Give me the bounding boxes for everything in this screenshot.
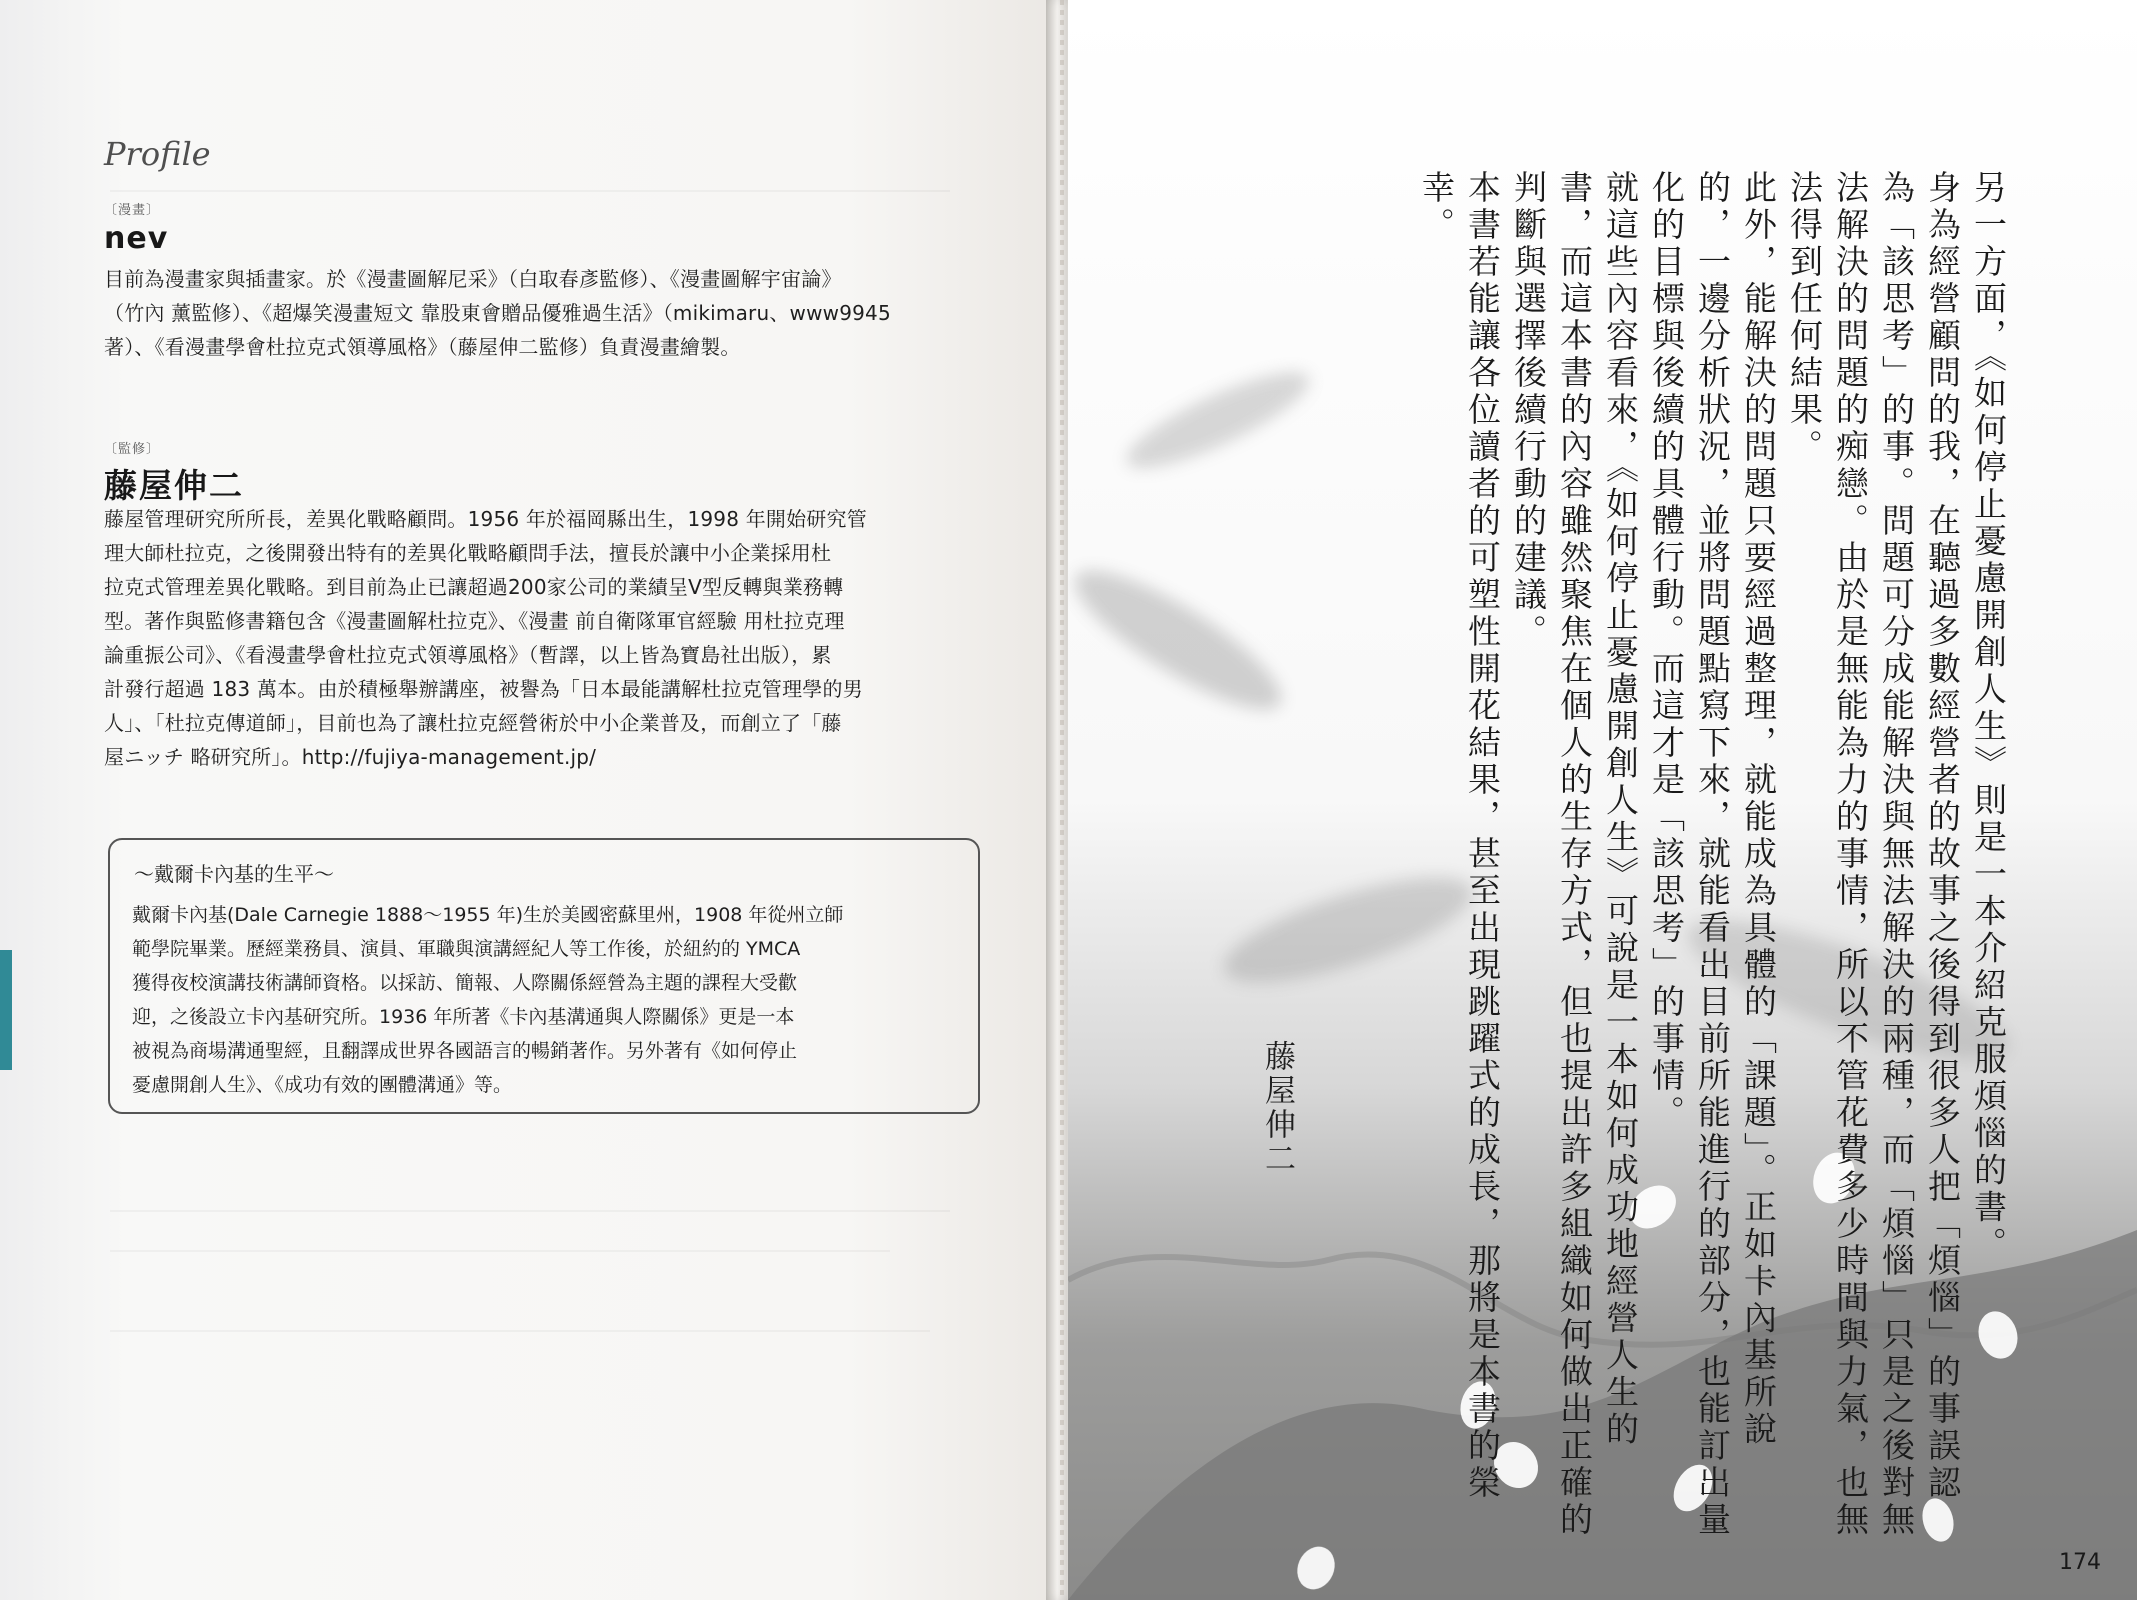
vertical-text-column: 書，而這本書的內容雖然聚焦在個人的生存方式，但也提出許多組織如何做出正確的 — [1555, 170, 1594, 1539]
vertical-text-column: 另一方面，《如何停止憂慮開創人生》則是一本介紹克服煩惱的書。 — [1969, 170, 2008, 1264]
fujiya-bio: 藤屋管理研究所所長，差異化戰略顧問。1956 年於福岡縣出生，1998 年開始研究管 理大師杜拉克，之後開發出特有的差異化戰略顧問手法，擅長於讓中小企業採用杜 拉克式管理差異化戰略。到目前為止已讓超過200家公司的業績呈V型反轉與業務轉 型。著作與監修書籍包含《漫畫圖解杜拉克》、《漫畫 前自衛隊軍官經驗 用杜拉克理 論重振公司》、《看漫畫學會杜拉克式領導風格》（暫譯，以上皆為寶島社出版），累 計發行超過 183 萬本。由於積極舉辦講座，被譽為「日本最能講解杜拉克管理學的男 人」、「杜拉克傳道師」，目前也為了讓杜拉克經營術於中小企業普及，而創立了「藤 屋ニッチ 略研究所」。http://fujiya-management.jp/ — [104, 507, 867, 769]
nev-bio: 目前為漫畫家與插畫家。於《漫畫圖解尼采》（白取春彥監修）、《漫畫圖解宇宙論》 （竹內 薰監修）、《超爆笑漫畫短文 靠股東會贈品優雅過生活》（mikimaru、www9945 著）、《看漫畫學會杜拉克式領導風格》（藤屋伸二監修）負責漫畫繪製。 — [104, 267, 891, 359]
nev-name: nev — [104, 221, 169, 256]
show-through-line — [110, 190, 950, 192]
vertical-text-column: 化的目標與後續的具體行動。而這才是「該思考」的事情。 — [1647, 170, 1686, 1132]
left-page — [0, 0, 1058, 1600]
left-page-edge-mark — [0, 950, 12, 1070]
page-number: 174 — [2059, 1550, 2101, 1575]
vertical-text-column: 判斷與選擇後續行動的建議。 — [1509, 170, 1548, 651]
vertical-text-column: 就這些內容看來，《如何停止憂慮開創人生》可說是一本如何成功地經營人生的 — [1601, 170, 1640, 1449]
fujiya-name: 藤屋伸二 — [104, 466, 244, 505]
dale-carnegie-biography-box — [108, 838, 980, 1114]
vertical-text-column: 法得到任何結果。 — [1785, 170, 1824, 466]
fujiya-role-label: 〔監修〕 — [104, 442, 161, 457]
dale-carnegie-biography-title: ～戴爾卡內基的生平～ — [134, 862, 334, 886]
vertical-text-column: 本書若能讓各位讀者的可塑性開花結果，甚至出現跳躍式的成長，那將是本書的榮 — [1463, 170, 1502, 1502]
show-through-line — [110, 1250, 890, 1252]
vertical-text-column: 此外，能解決的問題只要經過整理，就能成為具體的「課題」。正如卡內基所說 — [1739, 170, 1778, 1449]
vertical-text-column: 身為經營顧問的我，在聽過多數經營者的故事之後得到很多人把「煩惱」的事誤認 — [1923, 170, 1962, 1502]
show-through-line — [110, 1330, 930, 1332]
vertical-text-column: 法解決的問題的痴戀。由於是無能為力的事情，所以不管花費多少時間與力氣，也無 — [1831, 170, 1870, 1539]
vertical-text-column: 的，一邊分析狀況，並將問題點寫下來，就能看出目前所能進行的部分，也能訂出量 — [1693, 170, 1732, 1539]
vertical-text-column: 為「該思考」的事。問題可分成能解決與無法解決的兩種，而「煩惱」只是之後對無 — [1877, 170, 1916, 1539]
vertical-text-column: 幸。 — [1417, 170, 1456, 244]
author-signature: 藤屋伸二 — [1259, 1040, 1295, 1176]
profile-heading: Profile — [104, 135, 211, 173]
nev-role-label: 〔漫畫〕 — [104, 203, 161, 218]
show-through-line — [110, 1210, 950, 1212]
dale-carnegie-biography-text: 戴爾卡內基(Dale Carnegie 1888～1955 年)生於美國密蘇里州，1908 年從州立師 範學院畢業。歷經業務員、演員、軍職與演講經紀人等工作後，於紐約的 YMCA 獲得夜校演講技術講師資格。以採訪、簡報、人際關係經營為主題的課程大受歡 迎，之後設立卡內基研究所。1936 年所著《卡內基溝通與人際關係》更是一本 被視為商場溝通聖經，且翻譯成世界各國語言的暢銷著作。另外著有《如何停止 憂慮開創人生》、《成功有效的團體溝通》等。 — [132, 904, 844, 1096]
